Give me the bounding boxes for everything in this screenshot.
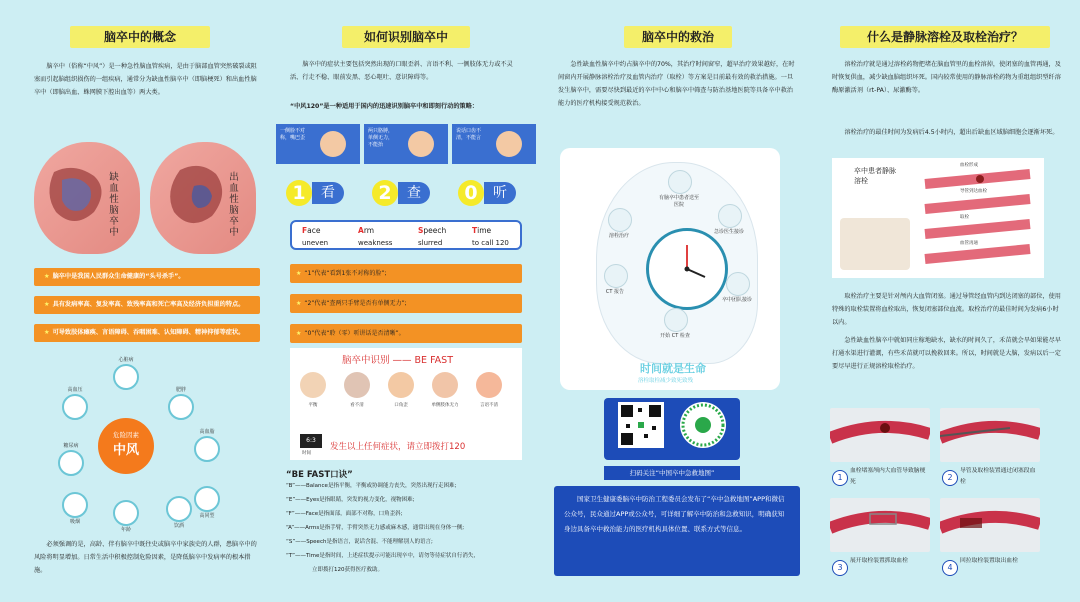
code-text: “2”代表“查两只手臂是否有单侧无力”; [304, 300, 407, 307]
risk-node-label: 心脏病 [118, 357, 134, 363]
heart-disease-icon [113, 364, 139, 390]
elderly-icon [113, 500, 139, 526]
step-number: 2 [372, 180, 398, 206]
step-number: 0 [458, 180, 484, 206]
risk-node-label: 高血脂 [199, 429, 215, 435]
step-label: 看 [312, 182, 344, 204]
diagram-step: 血栓形成 [960, 163, 978, 168]
timeline-label: 有脑卒中患者送至医院 [659, 195, 700, 208]
fast-sub: to call 120 [472, 239, 509, 247]
arm-icon [432, 372, 458, 398]
diabetes-icon [58, 450, 84, 476]
hemorrhagic-label: 出血性脑卒中 [229, 172, 239, 238]
star-icon: ★ [44, 301, 50, 308]
report-icon [604, 264, 628, 288]
step-label: 查 [398, 182, 430, 204]
vessel-diagram [920, 164, 1040, 274]
concept-closing: 必须强调的是，高龄、伴有脑卒中既往史或脑卒中家族史的人群，患脑卒中的风险将明显增加。日常生活中积极控制危险因素，是降低脑卒中发病率的根本措施。 [34, 541, 257, 574]
befast-item: 单侧肢体无力 [431, 403, 459, 408]
diagram-step: 导管到达血栓 [960, 189, 987, 194]
step-4-image [940, 498, 1040, 552]
step-text: 血栓堵塞颅内大血管导致脑梗死 [850, 468, 926, 485]
timeline-card [560, 148, 780, 390]
face-icon [388, 372, 414, 398]
face-icon [496, 131, 522, 157]
scene-label: 卒中患者静脉溶栓 [854, 167, 896, 185]
mini-program-code-icon[interactable] [680, 402, 726, 448]
diagram-step: 血管再通 [960, 241, 978, 246]
thrombolysis-scene [832, 158, 1044, 278]
step-label: 听 [484, 182, 516, 204]
treatment-intro: 急性缺血性脑卒中约占脑卒中的70%，其治疗时间窗窄，超早治疗效果越好，在时间窗内开展静脉溶栓治疗及血管内治疗（取栓）等方案是目前最有效的救治措施。一旦发生脑卒中，需要尽快到最近的卒中中心和脑卒中筛查与防治基地医院等具备卒中救治能力的医疗机构接受规范救治。 [558, 61, 795, 107]
befast-card [290, 348, 522, 460]
drinking-icon [166, 496, 192, 522]
recognition-title: 如何识别脑卒中 [342, 26, 470, 48]
step-check [372, 180, 432, 206]
ischemic-brain-illustration [34, 142, 140, 254]
balance-icon [300, 372, 326, 398]
fast-rest: peech [423, 226, 447, 235]
panel-recognition [272, 0, 538, 602]
card-text: 两只胳膊，单侧无力，不能抬 [368, 128, 394, 148]
doctor-icon [718, 204, 742, 228]
step-1-image [830, 408, 930, 462]
panel-concept [0, 0, 268, 602]
farmland-analogy: 急性缺血性脑卒中就如同庄稼地缺水，缺水的时间久了，禾苗就会旱如果能尽早打通水渠进行灌溉，有些禾苗就可以挽救回来。所以，时间就是大脑，发病以后一定要尽早进行正规溶栓取栓治疗。 [832, 337, 1061, 370]
oral-line: “T”——Time是指时间，上述症状提示可能出现卒中，请勿等待症状自行消失， [286, 553, 479, 559]
code-2 [290, 294, 522, 313]
fast-rest: ime [477, 226, 492, 235]
life-text: 时间就是生命 [640, 362, 706, 375]
fact-text: 可导致肢体瘫痪、言语障碍、吞咽困难、认知障碍、精神抑郁等症状。 [52, 329, 245, 336]
oral-line: “E”——Eyes是指眼睛，突发的视力变化，视物困难; [286, 497, 415, 503]
code-text: “1”代表“看到1张不对称的脸”; [304, 270, 387, 277]
thrombectomy-para: 取栓治疗主要是针对颅内大血管闭塞。通过导管经血管内到达闭塞的部位，使用特殊的取栓装置将血栓取出，恢复闭塞部位血流。取栓治疗的最佳时间为发病6小时以内。 [832, 293, 1061, 326]
risk-center [98, 418, 154, 474]
risk-node-label: 高同型 [199, 513, 215, 519]
fact-bar-1 [34, 268, 260, 286]
step-text: 展开取栓装置抓取血栓 [850, 558, 908, 564]
step-number: 2 [942, 470, 958, 486]
step-text: 回拉取栓装置取出血栓 [960, 558, 1018, 564]
hypertension-icon [62, 394, 88, 420]
befast-title: 脑卒中识别 —— BE FAST [342, 355, 454, 366]
symptom-card-face [276, 124, 360, 164]
speech-icon [476, 372, 502, 398]
homocysteine-icon [194, 486, 220, 512]
star-icon: ★ [44, 329, 50, 336]
timeline-label: 卒中团队接诊 [721, 297, 752, 303]
hemorrhagic-brain-illustration [150, 142, 256, 254]
ct-scanner-icon [664, 308, 688, 332]
fast-letter: F [302, 226, 308, 235]
step-number: 3 [832, 560, 848, 576]
qr-caption: 扫码关注“中国卒中急救地图” [604, 466, 740, 480]
diagram-step: 取栓 [960, 215, 969, 220]
oral-title: “BE FAST口诀” [286, 470, 353, 480]
code-1 [290, 264, 522, 283]
symptom-card-speech [452, 124, 536, 164]
fast-sub: uneven [302, 239, 329, 247]
fact-text: 具有发病率高、复发率高、致残率高和死亡率高及经济负担重的特点。 [52, 301, 245, 308]
code-text: “0”代表“聆（零）听讲话是否清晰”。 [304, 330, 405, 337]
risk-center-large: 中风 [112, 443, 139, 458]
ischemic-label: 缺血性脑卒中 [109, 172, 119, 238]
concept-intro: 脑卒中（俗称“中风”）是一种急性脑血管疾病，是由于脑部血管突然破裂或阻塞而引起脑组织损伤的一组疾病，通常分为缺血性脑卒中（即脑梗死）和出血性脑卒中（即脑出血、蛛网膜下腔出血等）两大类。 [34, 63, 257, 96]
fast-letter: S [418, 226, 424, 235]
fast-word [302, 226, 320, 235]
step-number: 1 [832, 470, 848, 486]
fact-text: 脑卒中是我国人民群众生命健康的“头号杀手”。 [52, 273, 185, 280]
fast-rest: rm [363, 226, 375, 235]
befast-call: 发生以上任何症状，请立即拨打120 [330, 442, 466, 452]
risk-node-label: 饮酒 [173, 523, 184, 529]
iv-drip-icon [608, 208, 632, 232]
step-listen [458, 180, 518, 206]
timeline-label: 急诊医生接诊 [713, 229, 744, 235]
fast-word [418, 226, 446, 235]
fast-rest: ace [307, 226, 321, 235]
risk-node-label: 肥胖 [175, 387, 186, 393]
fact-bar-3 [34, 324, 260, 342]
fact-bar-2 [34, 296, 260, 314]
qr-code-icon[interactable] [618, 402, 664, 448]
code-3 [290, 324, 522, 343]
life-sub: 溶栓取栓减少致死致残 [638, 378, 694, 384]
treatment-title: 脑卒中的救治 [624, 26, 732, 48]
fast-letter: A [358, 226, 364, 235]
risk-center-small: 危险因素 [113, 431, 139, 439]
star-icon: ★ [296, 270, 302, 277]
befast-item: 看不清 [350, 403, 364, 408]
befast-item: 口角歪 [394, 403, 408, 408]
oral-line: “F”——Face是指面部，面部不对称，口角歪斜; [286, 511, 403, 517]
fast-letter: T [472, 226, 478, 235]
risk-node-label: 吸烟 [69, 519, 80, 525]
oral-line: “A”——Arms是指手臂，手臂突然无力感或麻木感，通常出现在身体一侧; [286, 525, 465, 531]
befast-item: 言语不清 [480, 403, 498, 408]
risk-node-label: 年龄 [120, 527, 131, 533]
face-icon [408, 131, 434, 157]
fast-sub: weakness [358, 239, 393, 247]
qr-panel [604, 398, 740, 460]
thrombolysis-para1: 溶栓治疗就是通过溶栓药物把堵在脑血管里的血栓溶掉，使闭塞的血管再通，及时恢复供血，减少缺血脑组织坏死。国内较常使用的静脉溶栓药物为重组组织型纤溶酶原激活剂（rt-PA）、尿激酶等。 [832, 61, 1061, 94]
oral-line: 立即拨打120获得医疗救助。 [312, 567, 383, 573]
star-icon: ★ [296, 300, 302, 307]
step-number: 1 [286, 180, 312, 206]
panel-thrombolysis [816, 0, 1080, 602]
clock-icon [646, 228, 728, 310]
timeline-label: CT 报告 [605, 289, 625, 295]
card-text: 说话口齿不清，不能言 [456, 128, 482, 141]
risk-node-label: 高血压 [67, 387, 83, 393]
ambulance-icon [668, 170, 692, 194]
step-text: 导管及取栓装置通过闭塞段血栓 [960, 468, 1036, 485]
clock-display-icon: 6:3 [300, 434, 322, 448]
fast-word [472, 226, 491, 235]
method-line: “中风120”是一种适用于国内的迅速识别脑卒中和即刻行动的策略： [290, 103, 479, 110]
recognition-intro: 脑卒中的症状主要包括突然出现的口眼歪斜、言语不利、一侧肢体无力或不灵活、行走不稳、眼前发黑、恶心呕吐、意识障碍等。 [290, 61, 513, 81]
fast-word [358, 226, 374, 235]
symptom-cards [276, 124, 538, 164]
step-number: 4 [942, 560, 958, 576]
step-2-image [940, 408, 1040, 462]
obesity-icon [168, 394, 194, 420]
concept-title: 脑卒中的概念 [70, 26, 210, 48]
patient-icon [840, 218, 910, 270]
oral-line: “B”——Balance是指平衡，平衡或协调能力丧失，突然出现行走困难; [286, 483, 457, 489]
timeline-label: 开始 CT 检查 [660, 333, 690, 339]
smoking-icon [62, 492, 88, 518]
team-icon [726, 272, 750, 296]
symptom-card-arm [364, 124, 448, 164]
time-label: 时间 [302, 451, 311, 456]
step-look [286, 180, 346, 206]
thrombolysis-para2: 溶栓治疗的最佳时间为发病后4.5小时内，超出后缺血区域脑细胞会逐渐坏死。 [844, 129, 1059, 136]
befast-item: 平衡 [308, 403, 318, 408]
thrombolysis-title: 什么是静脉溶栓及取栓治疗？ [840, 26, 1050, 48]
fast-table [290, 220, 522, 250]
step-3-image [830, 498, 930, 552]
risk-node-label: 糖尿病 [63, 443, 79, 449]
star-icon: ★ [296, 330, 302, 337]
eyes-icon [344, 372, 370, 398]
star-icon: ★ [44, 273, 50, 280]
timeline-label: 溶栓治疗 [608, 233, 629, 239]
face-icon [320, 131, 346, 157]
oral-line: “S”——Speech是指语言，说话含混、不能理解别人的语言; [286, 539, 433, 545]
panel-treatment [542, 0, 812, 602]
card-text: 一侧脸不对称，嘴巴歪 [280, 128, 306, 141]
notice-box: 国家卫生健康委脑卒中防治工程委员会发布了“卒中急救地图”APP和微信公众号，民众通过APP或公众号，可详细了解卒中防治和急救知识，明确获知身边具备卒中救治能力的医疗机构具体位置、联系方式等信息。 [554, 486, 800, 576]
fast-sub: slurred [418, 239, 443, 247]
hyperlipidemia-icon [194, 436, 220, 462]
